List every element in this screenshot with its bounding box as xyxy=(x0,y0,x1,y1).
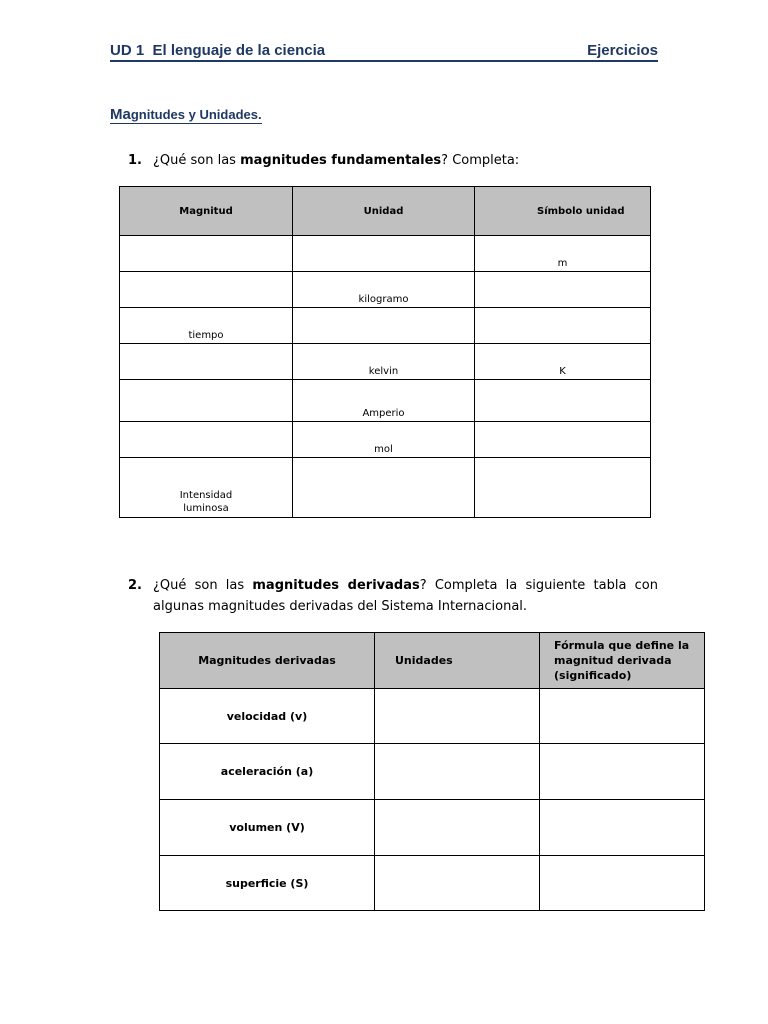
section-title xyxy=(110,107,262,124)
cell-magnitud-derivada: volumen (V) xyxy=(160,800,375,856)
cell-magnitud[interactable] xyxy=(120,380,293,422)
question-1-text-post: ? Completa: xyxy=(441,153,520,168)
section-title-rest: gnitudes y Unidades. xyxy=(130,107,262,122)
cell-unidad[interactable] xyxy=(293,458,475,518)
cell-unidad[interactable]: mol xyxy=(293,422,475,458)
table-row xyxy=(120,380,651,422)
cell-magnitud-derivada: superficie (S) xyxy=(160,856,375,911)
cell-formula[interactable] xyxy=(540,856,705,911)
table-header-row xyxy=(120,187,651,236)
cell-simbolo[interactable] xyxy=(475,422,651,458)
cell-simbolo[interactable] xyxy=(475,380,651,422)
column-header-unidades: Unidades xyxy=(375,633,540,689)
cell-unidad[interactable] xyxy=(293,236,475,272)
cell-magnitud[interactable] xyxy=(120,344,293,380)
question-1-text xyxy=(153,150,658,171)
cell-magnitud-derivada: velocidad (v) xyxy=(160,689,375,744)
table-row xyxy=(120,422,651,458)
question-1-number: 1. xyxy=(128,153,142,168)
cell-magnitud[interactable]: tiempo xyxy=(120,308,293,344)
cell-simbolo[interactable] xyxy=(475,272,651,308)
cell-unidades[interactable] xyxy=(375,689,540,744)
header-unit-title: UD 1 El lenguaje de la ciencia xyxy=(110,42,326,59)
question-1-text-pre: ¿Qué son las xyxy=(153,153,241,168)
cell-magnitud[interactable] xyxy=(120,272,293,308)
cell-formula[interactable] xyxy=(540,689,705,744)
cell-unidad[interactable]: Amperio xyxy=(293,380,475,422)
column-header-magnitudes-derivadas: Magnitudes derivadas xyxy=(160,633,375,689)
cell-unidades[interactable] xyxy=(375,856,540,911)
question-2 xyxy=(128,575,658,619)
question-1-text-bold: magnitudes fundamentales xyxy=(240,153,442,168)
cell-magnitud[interactable] xyxy=(120,422,293,458)
cell-formula[interactable] xyxy=(540,800,705,856)
table-header-row xyxy=(160,633,705,689)
question-1 xyxy=(128,150,658,172)
column-header-unidad: Unidad xyxy=(293,187,475,236)
table-row xyxy=(120,458,651,518)
column-header-magnitud: Magnitud xyxy=(120,187,293,236)
section-title-initial: Ma xyxy=(110,106,131,123)
question-2-number: 2. xyxy=(128,578,142,593)
cell-unidad[interactable]: kelvin xyxy=(293,344,475,380)
table-row xyxy=(120,272,651,308)
table-row xyxy=(120,236,651,272)
table-row xyxy=(160,800,705,856)
header-section-label: Ejercicios xyxy=(587,42,658,59)
fundamental-magnitudes-table xyxy=(119,186,651,518)
column-header-simbolo: Símbolo unidad xyxy=(475,187,651,236)
cell-simbolo[interactable]: m xyxy=(475,236,651,272)
column-header-formula: Fórmula que define la magnitud derivada (significado) xyxy=(540,633,705,689)
cell-formula[interactable] xyxy=(540,744,705,800)
question-2-text-pre: ¿Qué son las xyxy=(153,578,253,593)
table-row xyxy=(160,744,705,800)
question-2-text-post: ? Completa la siguiente tabla con algunas magnitudes derivadas del Sistema Internacional. xyxy=(153,578,658,614)
table-row xyxy=(120,344,651,380)
cell-unidad[interactable] xyxy=(293,308,475,344)
cell-unidades[interactable] xyxy=(375,800,540,856)
cell-simbolo[interactable] xyxy=(475,308,651,344)
derived-magnitudes-table xyxy=(159,632,705,911)
cell-simbolo[interactable]: K xyxy=(475,344,651,380)
cell-magnitud[interactable] xyxy=(120,236,293,272)
cell-simbolo[interactable] xyxy=(475,458,651,518)
table-row xyxy=(160,689,705,744)
cell-magnitud-derivada: aceleración (a) xyxy=(160,744,375,800)
cell-magnitud[interactable]: Intensidad luminosa xyxy=(120,458,293,518)
table-row xyxy=(120,308,651,344)
table-row xyxy=(160,856,705,911)
question-2-text xyxy=(153,575,658,617)
page-header xyxy=(110,42,658,62)
question-2-text-bold: magnitudes derivadas xyxy=(252,578,420,593)
cell-unidad[interactable]: kilogramo xyxy=(293,272,475,308)
cell-unidades[interactable] xyxy=(375,744,540,800)
